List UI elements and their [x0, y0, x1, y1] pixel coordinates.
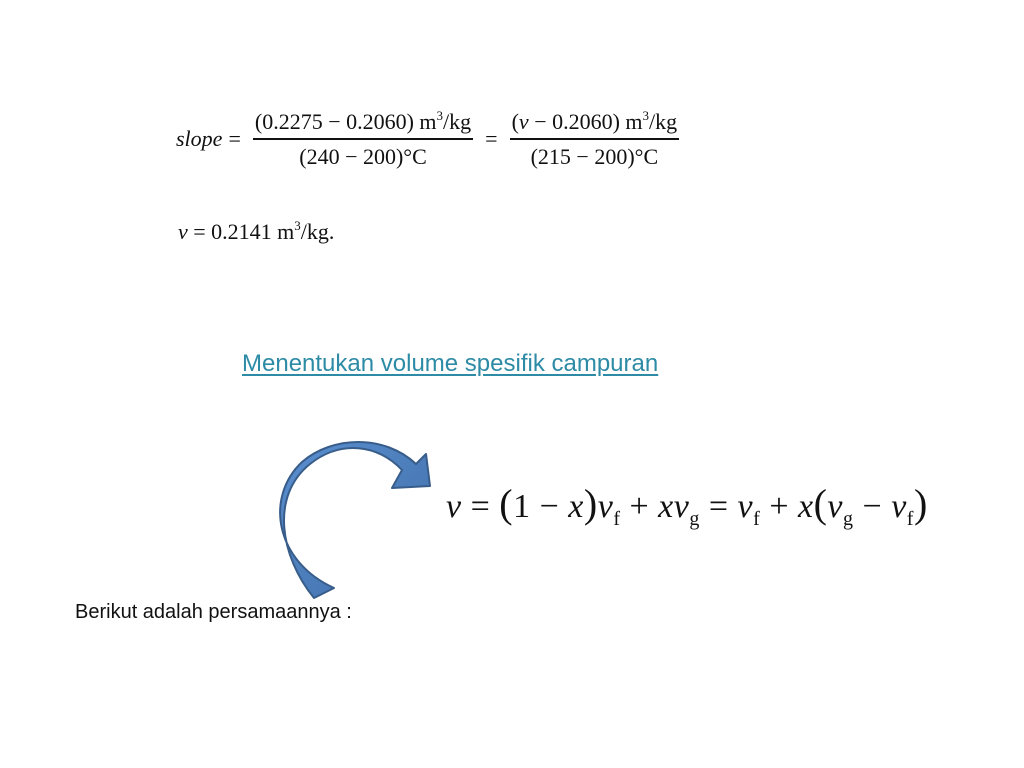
mix-open-paren-1: ( — [499, 481, 514, 526]
mix-equals-2: = — [699, 488, 738, 525]
fraction-2-numerator — [510, 108, 680, 138]
mix-x-2: x — [658, 488, 674, 525]
mix-close-paren-2: ) — [913, 481, 928, 526]
mix-sub-f-1: f — [613, 508, 621, 530]
mix-plus-2: + — [760, 488, 798, 525]
section-heading: Menentukan volume spesifik campuran — [242, 350, 659, 377]
v-result-variable: v — [178, 219, 188, 244]
fraction-2-open-paren: ( — [511, 109, 519, 134]
v-result-text: = 0.2141 m — [187, 219, 295, 244]
fraction-1-exponent: 3 — [436, 108, 444, 123]
v-result-unit: /kg. — [300, 219, 335, 244]
slope-label: slope — [176, 125, 223, 151]
fraction-2-variable: v — [518, 109, 529, 134]
slope-equation — [176, 108, 685, 170]
fraction-2-exponent: 3 — [642, 108, 650, 123]
fraction-1-numerator — [253, 108, 473, 138]
fraction-1-numerator-text: (0.2275 − 0.2060) m — [254, 109, 437, 134]
equals-sign: = — [228, 125, 241, 151]
fraction-2-unit: /kg — [649, 109, 678, 134]
mix-minus: − — [853, 488, 892, 525]
mix-equals-1: = — [461, 488, 500, 525]
mix-sub-f-2: f — [753, 508, 761, 530]
mix-v-f-1: v — [597, 488, 614, 525]
caption-text: Berikut adalah persamaannya : — [75, 601, 352, 623]
mix-plus-1: + — [620, 488, 659, 525]
fraction-1-unit: /kg — [443, 109, 472, 134]
mix-close-paren-1: ) — [583, 481, 598, 526]
mix-v-f-2: v — [737, 488, 754, 525]
mix-x-3: x — [798, 488, 814, 525]
slope-fraction-1 — [253, 108, 473, 170]
mix-v-g-2: v — [827, 488, 844, 525]
mixture-volume-equation — [446, 480, 928, 531]
mix-sub-f-3: f — [906, 508, 914, 530]
mix-open-paren-2: ( — [813, 481, 828, 526]
fraction-2-numerator-text: − 0.2060) m — [528, 109, 643, 134]
mix-sub-g-1: g — [689, 508, 700, 530]
equals-sign-2: = — [485, 125, 498, 151]
mix-x-1: x — [568, 488, 584, 525]
v-result-exponent: 3 — [294, 218, 301, 233]
mix-v-g-1: v — [673, 488, 690, 525]
v-result-equation — [178, 218, 334, 245]
fraction-2-denominator: (215 − 200)°C — [530, 143, 659, 169]
mix-v: v — [446, 488, 462, 525]
fraction-1-denominator: (240 − 200)°C — [299, 143, 427, 169]
mix-sub-g-2: g — [843, 508, 854, 530]
slope-fraction-2 — [510, 108, 680, 170]
mix-v-f-3: v — [891, 488, 907, 525]
curved-arrow-icon — [270, 436, 440, 606]
mix-one-minus: 1 − — [513, 488, 569, 525]
